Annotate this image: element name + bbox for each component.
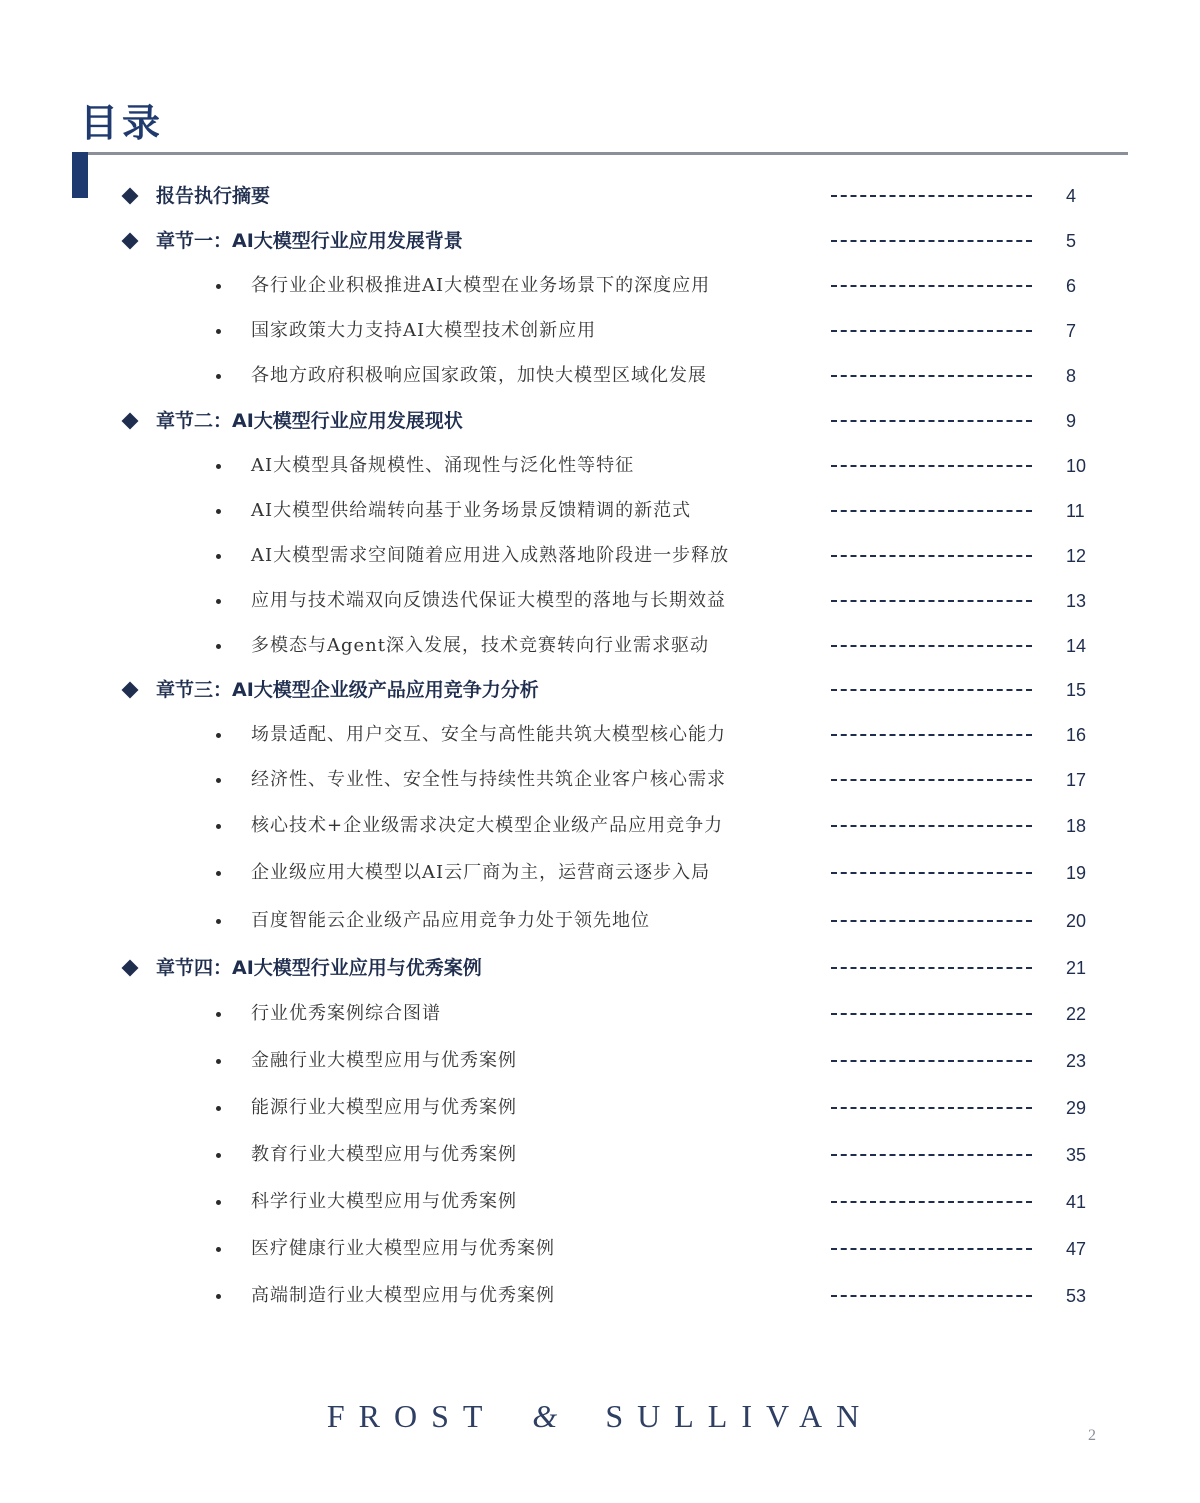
dashed-leader-line [831, 579, 1032, 623]
toc-entry-label: 各行业企业积极推进AI大模型在业务场景下的深度应用 [251, 275, 711, 296]
toc-entry-label: AI大模型具备规模性、涌现性与泛化性等特征 [251, 455, 635, 476]
dashed-leader-line [831, 354, 1032, 398]
dashed-leader-line [831, 1274, 1032, 1318]
toc-item-row[interactable] [0, 1039, 1200, 1083]
dot-bullet-icon [212, 1180, 224, 1224]
toc-item-row[interactable] [0, 354, 1200, 398]
dot-bullet-icon [212, 579, 224, 623]
dot-bullet-icon [212, 489, 224, 533]
toc-item-row[interactable] [0, 1180, 1200, 1224]
dashed-leader-line [831, 1227, 1032, 1271]
toc-page-number: 7 [1066, 321, 1077, 341]
toc-page-number: 53 [1066, 1286, 1087, 1306]
dashed-leader-line [831, 1086, 1032, 1130]
toc-entry-label: 国家政策大力支持AI大模型技术创新应用 [251, 320, 597, 341]
toc-entry-label: 应用与技术端双向反馈迭代保证大模型的落地与长期效益 [251, 590, 726, 611]
toc-item-row[interactable] [0, 579, 1200, 623]
toc-page-number: 13 [1066, 591, 1087, 611]
dashed-leader-line [831, 758, 1032, 802]
toc-page-number: 8 [1066, 366, 1077, 386]
toc-entry-label: 章节四：AI大模型行业应用与优秀案例 [156, 957, 482, 979]
dot-bullet-icon [212, 309, 224, 353]
dashed-leader-line [831, 309, 1032, 353]
toc-entry-label: 经济性、专业性、安全性与持续性共筑企业客户核心需求 [251, 769, 726, 790]
toc-page-number: 9 [1066, 411, 1077, 431]
toc-page-number: 12 [1066, 546, 1087, 566]
dashed-leader-line [831, 1039, 1032, 1083]
toc-entry-label: 高端制造行业大模型应用与优秀案例 [251, 1285, 555, 1306]
toc-page-number: 41 [1066, 1192, 1087, 1212]
dot-bullet-icon [212, 851, 224, 895]
dashed-leader-line [831, 851, 1032, 895]
toc-item-row[interactable] [0, 1274, 1200, 1318]
toc-page-number: 15 [1066, 680, 1087, 700]
dashed-leader-line [831, 1133, 1032, 1177]
toc-section-row[interactable] [0, 399, 1200, 443]
dot-bullet-icon [212, 992, 224, 1036]
dot-bullet-icon [212, 624, 224, 668]
dashed-leader-line [831, 174, 1032, 218]
toc-page-number: 35 [1066, 1145, 1087, 1165]
dot-bullet-icon [212, 1227, 224, 1271]
toc-page-number: 20 [1066, 911, 1087, 931]
dot-bullet-icon [212, 804, 224, 848]
toc-entry-label: 医疗健康行业大模型应用与优秀案例 [251, 1238, 555, 1259]
toc-page-number: 6 [1066, 276, 1077, 296]
dashed-leader-line [831, 534, 1032, 578]
toc-item-row[interactable] [0, 804, 1200, 848]
dashed-leader-line [831, 489, 1032, 533]
toc-page-number: 11 [1066, 501, 1085, 521]
frost-sullivan-logo [0, 1398, 1200, 1435]
toc-entry-label: AI大模型供给端转向基于业务场景反馈精调的新范式 [251, 500, 692, 521]
toc-section-row[interactable] [0, 668, 1200, 712]
dashed-leader-line [831, 668, 1032, 712]
toc-item-row[interactable] [0, 899, 1200, 943]
title-divider [72, 152, 1128, 155]
dashed-leader-line [831, 899, 1032, 943]
diamond-bullet-icon [120, 174, 140, 218]
dot-bullet-icon [212, 899, 224, 943]
dot-bullet-icon [212, 354, 224, 398]
dot-bullet-icon [212, 1039, 224, 1083]
toc-entry-label: 核心技术+企业级需求决定大模型企业级产品应用竞争力 [251, 815, 724, 836]
toc-section-row[interactable] [0, 174, 1200, 218]
brand-name-left: FROST [326, 1398, 497, 1434]
toc-entry-label: AI大模型需求空间随着应用进入成熟落地阶段进一步释放 [251, 545, 730, 566]
toc-page-number: 18 [1066, 816, 1087, 836]
toc-entry-label: 企业级应用大模型以AI云厂商为主，运营商云逐步入局 [251, 862, 711, 883]
toc-item-row[interactable] [0, 851, 1200, 895]
toc-item-row[interactable] [0, 1086, 1200, 1130]
dot-bullet-icon [212, 758, 224, 802]
toc-entry-label: 科学行业大模型应用与优秀案例 [251, 1191, 517, 1212]
toc-entry-label: 报告执行摘要 [156, 185, 271, 207]
toc-item-row[interactable] [0, 624, 1200, 668]
toc-entry-label: 能源行业大模型应用与优秀案例 [251, 1097, 517, 1118]
toc-item-row[interactable] [0, 992, 1200, 1036]
toc-section-row[interactable] [0, 219, 1200, 263]
brand-ampersand: & [532, 1398, 558, 1434]
dashed-leader-line [831, 444, 1032, 488]
diamond-bullet-icon [120, 399, 140, 443]
toc-page-number: 21 [1066, 958, 1087, 978]
diamond-bullet-icon [120, 668, 140, 712]
toc-entry-label: 场景适配、用户交互、安全与高性能共筑大模型核心能力 [251, 724, 726, 745]
dot-bullet-icon [212, 713, 224, 757]
toc-entry-label: 多模态与Agent深入发展，技术竞赛转向行业需求驱动 [251, 635, 709, 656]
dashed-leader-line [831, 399, 1032, 443]
brand-name-right: SULLIVAN [605, 1398, 874, 1434]
toc-entry-label: 各地方政府积极响应国家政策，加快大模型区域化发展 [251, 365, 707, 386]
dashed-leader-line [831, 992, 1032, 1036]
toc-entry-label: 金融行业大模型应用与优秀案例 [251, 1050, 517, 1071]
toc-item-row[interactable] [0, 264, 1200, 308]
toc-section-row[interactable] [0, 946, 1200, 990]
dot-bullet-icon [212, 1086, 224, 1130]
dot-bullet-icon [212, 534, 224, 578]
toc-item-row[interactable] [0, 534, 1200, 578]
toc-page-number: 23 [1066, 1051, 1087, 1071]
toc-page-number: 5 [1066, 231, 1077, 251]
toc-entry-label: 教育行业大模型应用与优秀案例 [251, 1144, 517, 1165]
toc-item-row[interactable] [0, 1133, 1200, 1177]
toc-item-row[interactable] [0, 758, 1200, 802]
toc-item-row[interactable] [0, 444, 1200, 488]
dashed-leader-line [831, 624, 1032, 668]
dashed-leader-line [831, 264, 1032, 308]
toc-item-row[interactable] [0, 489, 1200, 533]
dashed-leader-line [831, 713, 1032, 757]
toc-item-row[interactable] [0, 1227, 1200, 1271]
toc-page-number: 47 [1066, 1239, 1087, 1259]
dot-bullet-icon [212, 1274, 224, 1318]
footer-page-number: 2 [1088, 1427, 1096, 1444]
toc-page-number: 4 [1066, 186, 1077, 206]
toc-entry-label: 章节一：AI大模型行业应用发展背景 [156, 230, 463, 252]
toc-page-number: 14 [1066, 636, 1087, 656]
dot-bullet-icon [212, 264, 224, 308]
toc-item-row[interactable] [0, 309, 1200, 353]
toc-page-number: 10 [1066, 456, 1087, 476]
toc-page-number: 16 [1066, 725, 1087, 745]
dashed-leader-line [831, 804, 1032, 848]
toc-page-number: 19 [1066, 863, 1087, 883]
page-title: 目录 [80, 100, 165, 145]
dot-bullet-icon [212, 444, 224, 488]
toc-item-row[interactable] [0, 713, 1200, 757]
toc-entry-label: 百度智能云企业级产品应用竞争力处于领先地位 [251, 910, 650, 931]
diamond-bullet-icon [120, 219, 140, 263]
toc-entry-label: 章节二：AI大模型行业应用发展现状 [156, 410, 463, 432]
dashed-leader-line [831, 946, 1032, 990]
dot-bullet-icon [212, 1133, 224, 1177]
toc-entry-label: 章节三：AI大模型企业级产品应用竞争力分析 [156, 679, 539, 701]
toc-page-number: 17 [1066, 770, 1087, 790]
toc-entry-label: 行业优秀案例综合图谱 [251, 1003, 441, 1024]
diamond-bullet-icon [120, 946, 140, 990]
dashed-leader-line [831, 1180, 1032, 1224]
toc-page-number: 29 [1066, 1098, 1087, 1118]
toc-page-number: 22 [1066, 1004, 1087, 1024]
dashed-leader-line [831, 219, 1032, 263]
